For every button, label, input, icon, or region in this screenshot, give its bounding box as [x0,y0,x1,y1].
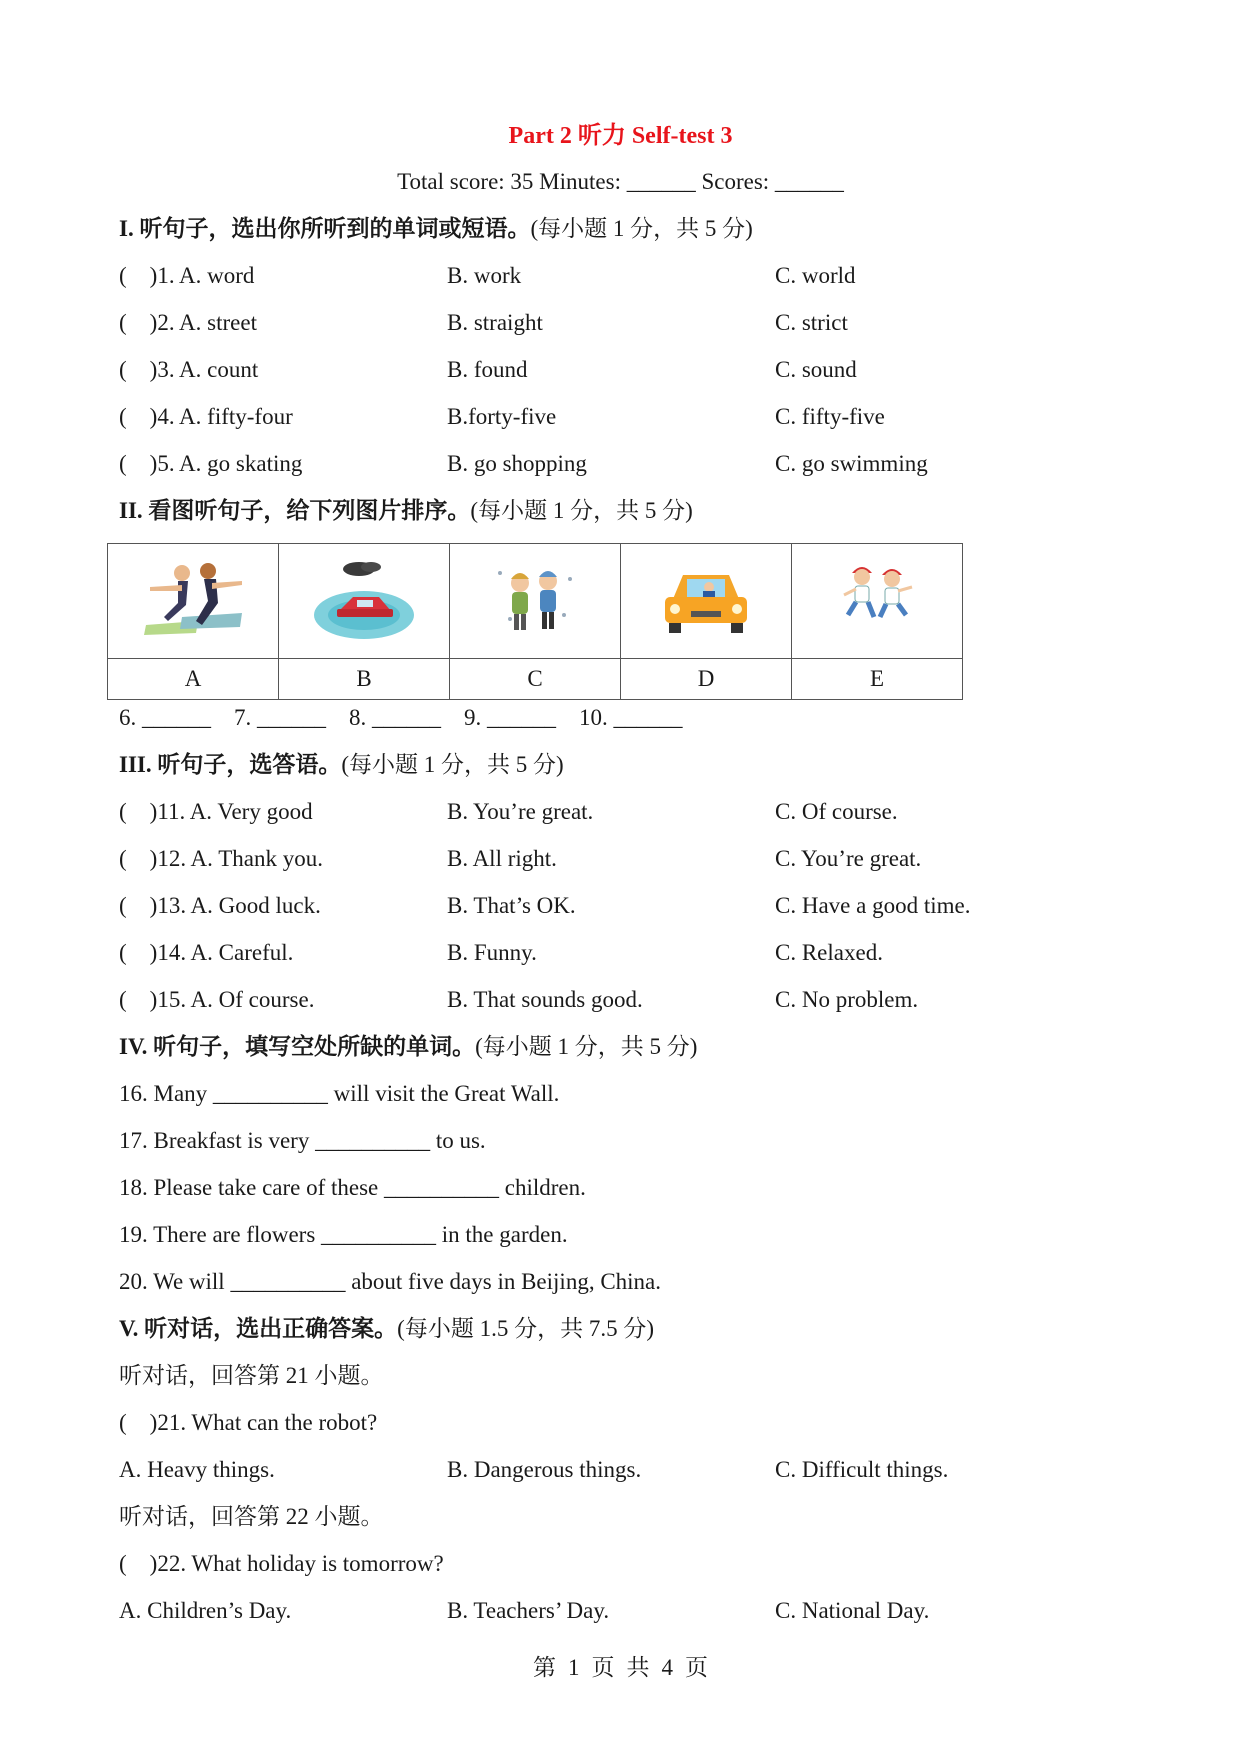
option-2b: B. straight [447,310,543,335]
picture-label-d: D [621,659,792,700]
picture-label-c: C [450,659,621,700]
option-13b: B. That’s OK. [447,893,576,918]
question-19: 19. There are flowers __________ in the garden. [119,1222,568,1247]
question-12: ( )12. A. Thank you. [119,846,324,871]
children-snow-icon [480,559,590,643]
footer-suffix: 页 [685,1655,708,1680]
section-1-title: I. 听句子，选出你所听到的单词或短语。 [119,216,531,241]
intro-21: 听对话，回答第 21 小题。 [119,1363,384,1388]
option-14b: B. Funny. [447,940,537,965]
section-4-heading [119,1032,697,1062]
page-footer [0,1653,1241,1683]
intro-22: 听对话，回答第 22 小题。 [119,1504,384,1529]
footer-page-word: 页 [591,1655,615,1680]
option-15b: B. That sounds good. [447,987,643,1012]
question-21: ( )21. What can the robot? [119,1410,378,1435]
option-22b: B. Teachers’ Day. [447,1598,610,1623]
section-3-title: III. 听句子，选答语。 [119,752,342,777]
section-4-note: (每小题 1 分，共 5 分) [475,1034,698,1059]
option-22a: A. Children’s Day. [119,1598,292,1623]
section-3-heading [119,750,564,780]
option-1b: B. work [447,263,522,288]
section-1-note: (每小题 1 分，共 5 分) [530,216,753,241]
picture-cell-b [279,544,450,659]
question-17: 17. Breakfast is very __________ to us. [119,1128,486,1153]
order-blanks: 6. ______ 7. ______ 8. ______ 9. ______ 10. ______ [119,705,683,730]
option-11c: C. Of course. [775,799,898,824]
page-title: Part 2 听力 Self-test 3 [508,123,733,149]
picture-cell-a [108,544,279,659]
picture-label-a: A [108,659,279,700]
option-2c: C. strict [775,310,848,335]
question-20: 20. We will __________ about five days in Beijing, China. [119,1269,662,1294]
section-3-note: (每小题 1 分，共 5 分) [341,752,564,777]
section-2-title: II. 看图听句子，给下列图片排序。 [119,498,471,523]
page-number: 1 [568,1655,580,1680]
question-15: ( )15. A. Of course. [119,987,315,1012]
option-3b: B. found [447,357,528,382]
option-21a: A. Heavy things. [119,1457,275,1482]
option-4b: B.forty-five [447,404,557,429]
option-3c: C. sound [775,357,857,382]
section-2-note: (每小题 1 分，共 5 分) [470,498,693,523]
picture-cell-e [792,544,963,659]
picture-cell-c [450,544,621,659]
footer-total-word: 共 [626,1655,650,1680]
question-11: ( )11. A. Very good [119,799,313,824]
page-total: 4 [661,1655,673,1680]
score-line: Total score: 35 Minutes: ______ Scores: ______ [397,169,844,194]
question-13: ( )13. A. Good luck. [119,893,321,918]
option-11b: B. You’re great. [447,799,594,824]
section-5-heading [119,1314,654,1344]
picture-table [107,543,963,700]
question-1: ( )1. A. word [119,263,255,288]
option-5c: C. go swimming [775,451,928,476]
option-5b: B. go shopping [447,451,587,476]
option-15c: C. No problem. [775,987,919,1012]
section-1-heading [119,214,753,244]
section-5-title: V. 听对话，选出正确答案。 [119,1316,398,1341]
car-driver-icon [651,559,761,643]
question-14: ( )14. A. Careful. [119,940,294,965]
section-4-title: IV. 听句子，填写空处所缺的单词。 [119,1034,476,1059]
picture-cell-d [621,544,792,659]
option-12b: B. All right. [447,846,557,871]
footer-prefix: 第 [533,1655,556,1680]
flooded-car-icon [309,559,419,643]
section-5-note: (每小题 1.5 分，共 7.5 分) [397,1316,654,1341]
option-1c: C. world [775,263,856,288]
question-4: ( )4. A. fifty-four [119,404,293,429]
section-2-heading [119,496,693,526]
option-14c: C. Relaxed. [775,940,883,965]
question-18: 18. Please take care of these __________ children. [119,1175,586,1200]
question-2: ( )2. A. street [119,310,257,335]
option-21b: B. Dangerous things. [447,1457,642,1482]
option-22c: C. National Day. [775,1598,930,1623]
skating-people-icon [138,559,248,643]
question-3: ( )3. A. count [119,357,259,382]
option-13c: C. Have a good time. [775,893,971,918]
running-kids-icon [822,559,932,643]
option-12c: C. You’re great. [775,846,922,871]
option-21c: C. Difficult things. [775,1457,949,1482]
picture-label-e: E [792,659,963,700]
question-22: ( )22. What holiday is tomorrow? [119,1551,444,1576]
picture-label-b: B [279,659,450,700]
question-5: ( )5. A. go skating [119,451,303,476]
option-4c: C. fifty-five [775,404,885,429]
question-16: 16. Many __________ will visit the Great Wall. [119,1081,560,1106]
